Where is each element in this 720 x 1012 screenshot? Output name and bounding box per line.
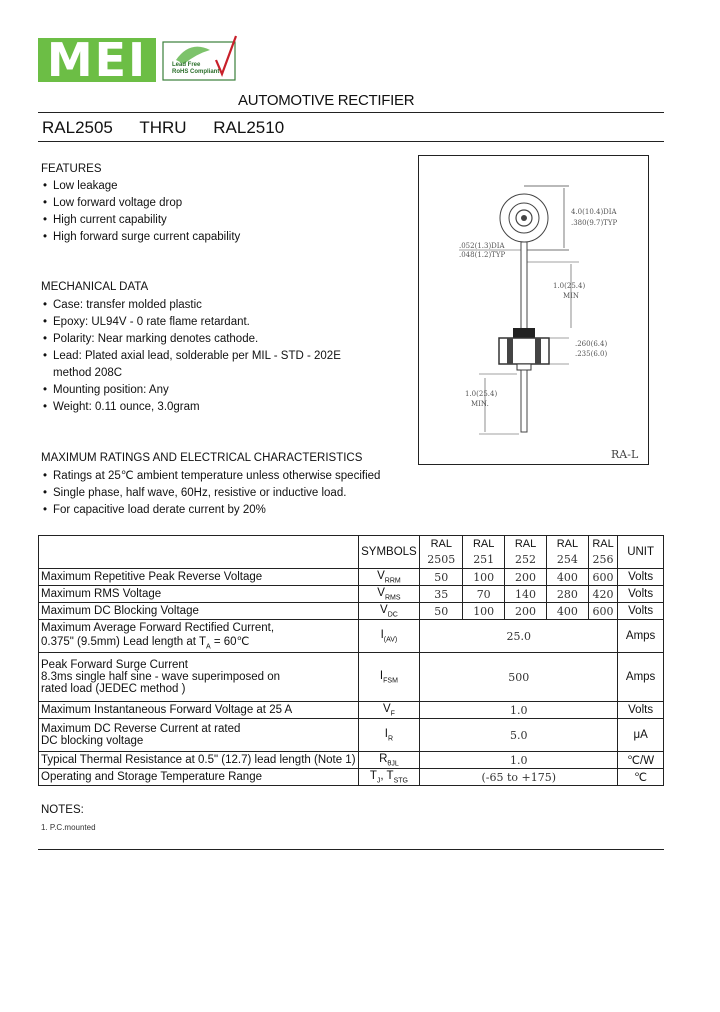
model-3-prefix: RAL <box>514 538 537 550</box>
model-2-prefix: RAL <box>472 538 495 550</box>
part-end: RAL2510 <box>213 118 285 137</box>
row-parameter: Operating and Storage Temperature Range <box>39 769 359 786</box>
row-symbol <box>358 702 420 719</box>
note-item: 1. P.C.mounted <box>41 823 96 832</box>
row-parameter <box>39 719 359 752</box>
ratings-title: MAXIMUM RATINGS AND ELECTRICAL CHARACTERISTICS <box>41 452 363 464</box>
param-line: 8.3ms single half sine - wave superimposed on <box>41 671 281 683</box>
dim-len-bot2: MIN. <box>471 400 489 408</box>
list-item: • Low forward voltage drop <box>41 195 240 212</box>
header-model-5 <box>588 536 617 569</box>
footer-rule <box>38 849 664 850</box>
list-item: • Case: transfer molded plastic <box>41 297 341 314</box>
table-row <box>39 719 664 752</box>
package-outline-drawing <box>419 156 647 463</box>
ratings-table <box>38 535 664 786</box>
param-line: Peak Forward Surge Current <box>41 659 189 671</box>
symbol-sub: (AV) <box>383 636 398 644</box>
row-unit: Volts <box>618 702 664 719</box>
symbol-main: T <box>369 769 377 782</box>
row-symbol <box>358 603 420 620</box>
param-line: Maximum DC Reverse Current at rated <box>41 723 241 735</box>
header-model-3 <box>505 536 547 569</box>
table-header-row <box>39 536 664 569</box>
list-item: • Ratings at 25℃ ambient temperature unless otherwise specified <box>41 468 380 485</box>
row-symbol <box>358 569 420 586</box>
row-unit: Amps <box>618 653 664 702</box>
dim-body-b: .235(6.0) <box>575 350 608 358</box>
model-5-number: 256 <box>592 553 614 566</box>
rohs-line-lead-free: Lead Free <box>172 62 201 68</box>
row-unit: Volts <box>618 603 664 620</box>
param-text: = 60℃ <box>210 635 250 648</box>
rohs-line-compliant: RoHS Compliant <box>172 69 220 75</box>
list-item: • Mounting position: Any <box>41 382 341 399</box>
row-value: 70 <box>463 586 505 603</box>
ratings-list <box>41 468 380 519</box>
row-parameter: Maximum Repetitive Peak Reverse Voltage <box>39 569 359 586</box>
param-sub: A <box>205 643 211 651</box>
row-value: 600 <box>588 603 617 620</box>
row-parameter: Typical Thermal Resistance at 0.5" (12.7) lead length (Note 1) <box>39 752 359 769</box>
package-diagram <box>418 155 649 465</box>
header-unit: UNIT <box>618 536 664 569</box>
row-parameter: Maximum DC Blocking Voltage <box>39 603 359 620</box>
list-item: • High forward surge current capability <box>41 229 240 246</box>
symbol-main: R <box>379 752 388 765</box>
param-line: rated load (JEDEC method ) <box>41 683 186 695</box>
row-symbol <box>358 719 420 752</box>
symbol-main: V <box>382 702 391 715</box>
row-value: 600 <box>588 569 617 586</box>
list-item: • Low leakage <box>41 178 240 195</box>
symbol-main-2: , T <box>380 769 394 782</box>
table-row <box>39 702 664 719</box>
table-row <box>39 603 664 620</box>
row-value: 200 <box>505 603 547 620</box>
symbol-sub: DC <box>387 611 398 619</box>
row-value: 420 <box>588 586 617 603</box>
mechanical-title: MECHANICAL DATA <box>41 281 149 293</box>
row-symbol <box>358 620 420 653</box>
list-item: • High current capability <box>41 212 240 229</box>
table-row <box>39 653 664 702</box>
header-symbols: SYMBOLS <box>358 536 420 569</box>
package-label: RA-L <box>611 448 639 461</box>
row-parameter <box>39 620 359 653</box>
model-4-prefix: RAL <box>556 538 579 550</box>
header-rule-bottom <box>38 141 664 142</box>
dim-lead-b: .048(1.2)TYP <box>459 251 506 259</box>
list-item: • Lead: Plated axial lead, solderable per MIL - STD - 202E <box>41 348 341 365</box>
header-model-2 <box>463 536 505 569</box>
features-list <box>41 178 240 246</box>
param-text: 0.375" (9.5mm) Lead length at T <box>41 635 206 648</box>
row-value: 140 <box>505 586 547 603</box>
symbol-main: V <box>377 569 385 582</box>
list-item: • Weight: 0.11 ounce, 3.0gram <box>41 399 341 416</box>
header-parameter <box>39 536 359 569</box>
row-value: 1.0 <box>420 752 618 769</box>
dim-lead-a: .052(1.3)DIA <box>459 242 505 250</box>
table-row <box>39 620 664 653</box>
row-value: 100 <box>463 603 505 620</box>
symbol-sub: F <box>390 710 395 718</box>
row-unit: Amps <box>618 620 664 653</box>
company-logo: MEI <box>38 38 156 82</box>
list-item: method 208C <box>53 367 123 379</box>
list-item: • Polarity: Near marking denotes cathode. <box>41 331 341 348</box>
row-value: 280 <box>546 586 588 603</box>
row-unit: ℃ <box>618 769 664 786</box>
row-value: 400 <box>546 603 588 620</box>
row-symbol <box>358 586 420 603</box>
model-2-number: 251 <box>473 553 495 566</box>
list-item: • Epoxy: UL94V - 0 rate flame retardant. <box>41 314 341 331</box>
row-value: (-65 to +175) <box>420 769 618 786</box>
table-row <box>39 586 664 603</box>
dim-len-top2: MIN <box>563 292 580 300</box>
part-start: RAL2505 <box>42 118 113 137</box>
dim-body-a: .260(6.4) <box>575 340 608 348</box>
dim-dia: 4.0(10.4)DIA <box>571 208 617 216</box>
model-4-number: 254 <box>556 553 578 566</box>
row-value: 500 <box>420 653 618 702</box>
table-row <box>39 752 664 769</box>
header-rule-top <box>38 112 664 113</box>
row-parameter: Maximum Instantaneous Forward Voltage at 25 A <box>39 702 359 719</box>
row-symbol <box>358 653 420 702</box>
symbol-sub: RMS <box>384 594 401 602</box>
row-parameter <box>39 653 359 702</box>
model-1-number: 2505 <box>427 553 456 566</box>
rohs-text <box>172 62 236 76</box>
symbol-sub: FSM <box>383 677 398 685</box>
row-unit: μA <box>618 719 664 752</box>
param-line: DC blocking voltage <box>41 735 144 747</box>
features-title: FEATURES <box>41 163 102 175</box>
header-model-1 <box>420 536 463 569</box>
symbol-sub: RRM <box>384 577 401 585</box>
dim-len-top: 1.0(25.4) <box>553 282 586 290</box>
symbol-sub-2: STG <box>393 777 408 785</box>
row-value: 50 <box>420 569 463 586</box>
row-value: 100 <box>463 569 505 586</box>
symbol-main: V <box>380 603 388 616</box>
model-3-number: 252 <box>515 553 537 566</box>
symbol-main: I <box>380 628 384 641</box>
symbol-main: V <box>377 586 385 599</box>
row-symbol <box>358 752 420 769</box>
row-value: 25.0 <box>420 620 618 653</box>
part-range <box>42 118 306 138</box>
dim-len-bot: 1.0(25.4) <box>465 390 498 398</box>
row-unit: Volts <box>618 569 664 586</box>
symbol-sub: R <box>387 735 394 743</box>
model-5-prefix: RAL <box>592 538 614 550</box>
param-line <box>41 634 356 650</box>
symbol-main: I <box>379 669 384 682</box>
row-parameter: Maximum RMS Voltage <box>39 586 359 603</box>
model-1-prefix: RAL <box>430 538 452 550</box>
notes-title: NOTES: <box>41 804 84 816</box>
symbol-sub: J <box>376 777 381 785</box>
part-thru: THRU <box>139 118 187 137</box>
row-value: 400 <box>546 569 588 586</box>
symbol-sub: θJL <box>387 760 399 768</box>
row-value: 1.0 <box>420 702 618 719</box>
row-unit: Volts <box>618 586 664 603</box>
header-model-4 <box>546 536 588 569</box>
list-item: • For capacitive load derate current by 20% <box>41 502 380 519</box>
row-value: 50 <box>420 603 463 620</box>
document-title: AUTOMOTIVE RECTIFIER <box>238 92 415 109</box>
row-symbol <box>358 769 420 786</box>
dim-dia2: .380(9.7)TYP <box>571 219 618 227</box>
param-line: Maximum Average Forward Rectified Current, <box>41 621 275 634</box>
symbol-main: I <box>384 727 388 740</box>
list-item: • Single phase, half wave, 60Hz, resistive or inductive load. <box>41 485 380 502</box>
row-value: 200 <box>505 569 547 586</box>
row-unit: ℃/W <box>618 752 664 769</box>
table-row <box>39 769 664 786</box>
row-value: 5.0 <box>420 719 618 752</box>
row-value: 35 <box>420 586 463 603</box>
table-row <box>39 569 664 586</box>
mechanical-list <box>41 297 341 416</box>
